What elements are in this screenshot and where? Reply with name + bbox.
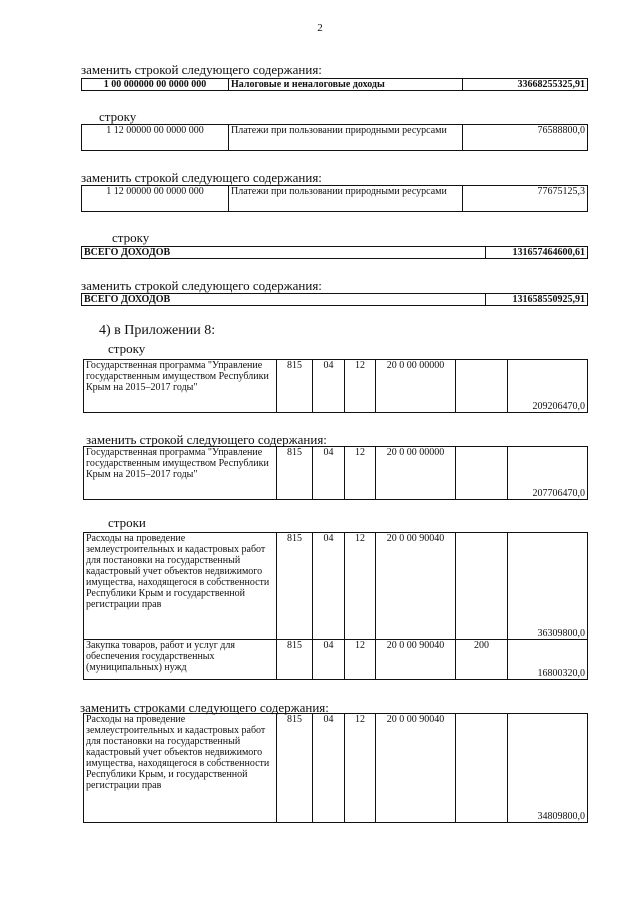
target-cell: 20 0 00 90040 [376,640,456,680]
replace-heading-8: заменить строкой следующего содержания: [86,432,327,447]
type-cell [456,714,508,823]
total-table-2 [81,293,588,306]
code-cell: 1 12 00000 00 0000 000 [82,186,229,212]
name-cell: Платежи при пользовании природными ресурсами [229,125,463,151]
amount-cell: 36309800,0 [508,533,588,640]
amount-cell: 33668255325,91 [463,79,588,91]
appendix-heading: 4) в Приложении 8: [99,323,216,338]
replace-heading-1: заменить строкой следующего содержания: [81,62,322,77]
subsection-cell: 12 [345,447,376,500]
target-cell: 20 0 00 00000 [376,360,456,413]
replace-heading-3: заменить строкой следующего содержания: [81,170,322,185]
row-heading-4: строку [112,230,150,245]
table-row [82,294,588,306]
name-cell: Закупка товаров, работ и услуг для обеспечения государственных (муниципальных) нужд [84,640,277,680]
subsection-cell: 12 [345,360,376,413]
ministry-cell: 815 [277,640,313,680]
amount-cell: 131658550925,91 [486,294,588,306]
name-cell: ВСЕГО ДОХОДОВ [82,294,486,306]
code-cell: 1 12 00000 00 0000 000 [82,125,229,151]
amount-cell: 34809800,0 [508,714,588,823]
revenue-table-1 [81,78,588,91]
section-cell: 04 [313,533,345,640]
name-cell: Государственная программа "Управление государственным имуществом Республики Крым на 2015–2017 годы" [84,360,277,413]
section-cell: 04 [313,640,345,680]
amount-cell: 209206470,0 [508,360,588,413]
table-row [84,360,588,413]
type-cell [456,533,508,640]
amount-cell: 77675125,3 [463,186,588,212]
section-cell: 04 [313,447,345,500]
subsection-cell: 12 [345,533,376,640]
amount-cell: 131657464600,61 [486,247,588,259]
table-row [84,447,588,500]
ministry-cell: 815 [277,714,313,823]
section-cell: 04 [313,360,345,413]
total-table-1 [81,246,588,259]
subsection-cell: 12 [345,640,376,680]
amount-cell: 207706470,0 [508,447,588,500]
subsection-cell: 12 [345,714,376,823]
name-cell: Расходы на проведение землеустроительных и кадастровых работ для постановки на государственный кадастровый учет объектов недвижимого имущества, находящегося в собственности Республики Крым и государственной регистрации прав [84,533,277,640]
expense-table-2 [83,446,588,500]
name-cell: Расходы на проведение землеустроительных и кадастровых работ для постановки на государственный кадастровый учет объектов недвижимого имущества, находящегося в собственности Республики Крым, и государственной регистрации прав [84,714,277,823]
target-cell: 20 0 00 00000 [376,447,456,500]
table-row [82,186,588,212]
replace-rows-heading-10: заменить строками следующего содержания: [80,700,329,715]
table-row [84,714,588,823]
name-cell: Платежи при пользовании природными ресурсами [229,186,463,212]
revenue-table-2 [81,124,588,151]
table-row [82,125,588,151]
code-cell: 1 00 000000 00 0000 000 [82,79,229,91]
replace-heading-5: заменить строкой следующего содержания: [81,278,322,293]
table-row [84,640,588,680]
amount-cell: 76588800,0 [463,125,588,151]
target-cell: 20 0 00 90040 [376,533,456,640]
expense-table-3 [83,532,588,680]
table-row [82,79,588,91]
name-cell: Налоговые и неналоговые доходы [229,79,463,91]
table-row [84,533,588,640]
page-number: 2 [317,22,323,34]
type-cell: 200 [456,640,508,680]
target-cell: 20 0 00 90040 [376,714,456,823]
type-cell [456,447,508,500]
ministry-cell: 815 [277,533,313,640]
section-cell: 04 [313,714,345,823]
name-cell: Государственная программа "Управление государственным имуществом Республики Крым на 2015–2017 годы" [84,447,277,500]
row-heading-7: строку [108,341,146,356]
rows-heading-9: строки [108,515,146,530]
amount-cell: 16800320,0 [508,640,588,680]
type-cell [456,360,508,413]
row-heading-2: строку [99,109,137,124]
expense-table-1 [83,359,588,413]
table-row [82,247,588,259]
ministry-cell: 815 [277,360,313,413]
name-cell: ВСЕГО ДОХОДОВ [82,247,486,259]
ministry-cell: 815 [277,447,313,500]
expense-table-4 [83,713,588,823]
revenue-table-3 [81,185,588,212]
